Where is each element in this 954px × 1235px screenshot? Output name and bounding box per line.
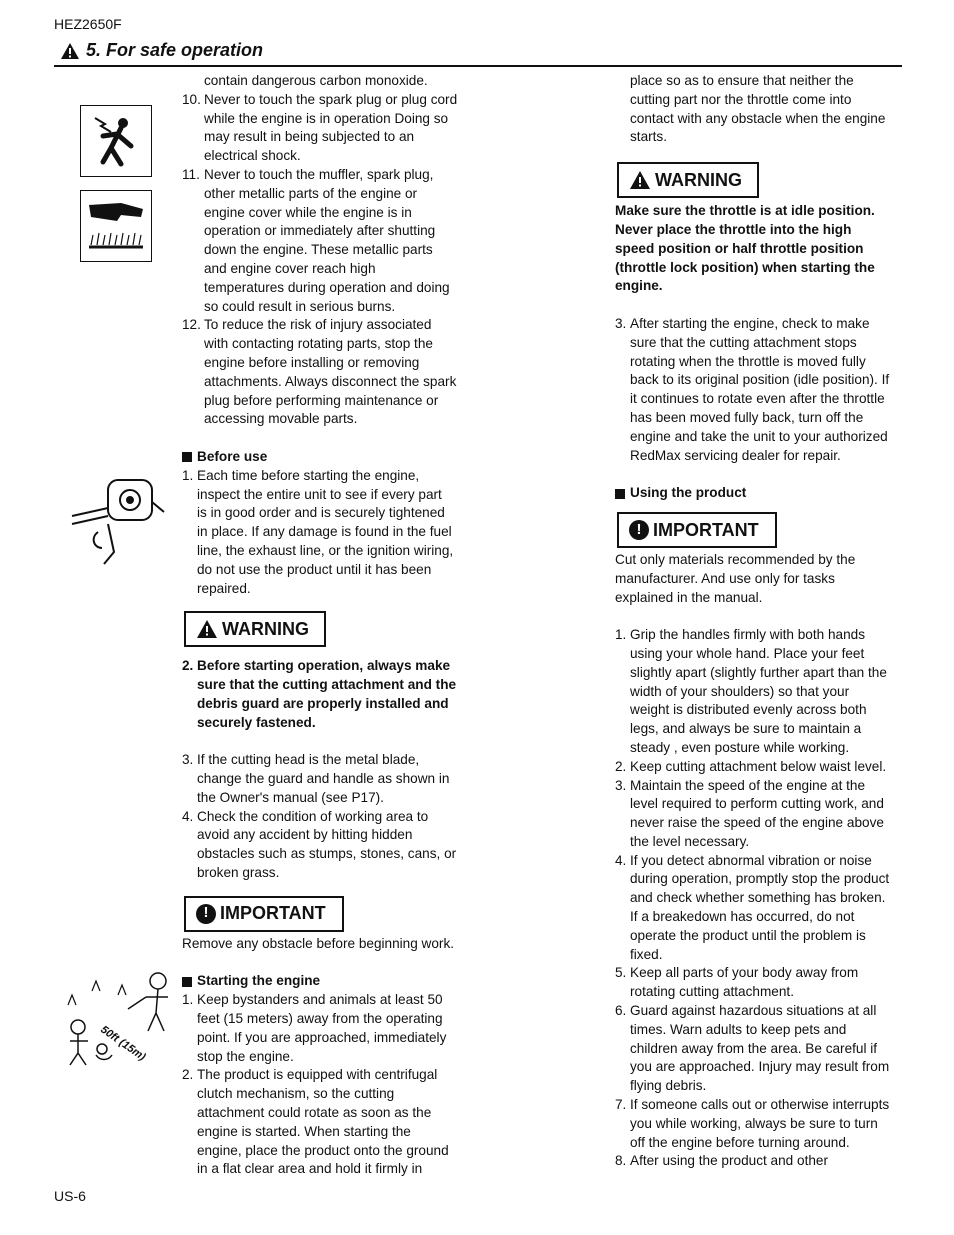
model-number: HEZ2650F [54, 16, 122, 32]
starting-item-2: 2. The product is equipped with centrifugal clutch mechanism, so the cutting attachment could rotate as soon as the engine is started. When starting the engine, place the product onto the ground in a flat clear area and hold it firmly in [182, 1067, 449, 1177]
bullet-square-icon [182, 977, 192, 987]
before-use-item-1: 1. Each time before starting the engine, inspect the entire unit to see if every part is in good order and is securely tightened in place. If any damage is found in the fuel line, the exhaust line, or the ignition wiring, do not use the product until it has been repaired. [182, 467, 454, 596]
step-3: 3. After starting the engine, check to make sure that the cutting attachment stops rotating when the throttle is moved fully back to its original position (idle position). If it continues to rotate even after the throttle has been moved fully back, turn off the engine and take the unit to your authorized RedMax servicing dealer for repair. [615, 315, 890, 463]
warning-triangle-icon [196, 619, 218, 639]
using-item-4: 4. If you detect abnormal vibration or noise during operation, promptly stop the product and check whether something has broken. If a breakedown has occurred, do not operate the product until the problem is fixed. [615, 852, 890, 962]
bystander-distance-figure [58, 965, 178, 1070]
before-use-heading: Before use [182, 448, 477, 467]
important-exclamation-icon: ! [629, 520, 649, 540]
using-item-2: 2. Keep cutting attachment below waist level. [615, 758, 887, 774]
before-use-item-3: 3. If the cutting head is the metal blade, change the guard and handle as shown in the Owner's manual (see P17). [182, 752, 450, 805]
shock-hazard-figure [80, 105, 152, 177]
right-column [615, 72, 915, 1171]
list-item-10: 10. Never to touch the spark plug or plug cord while the engine is in operation Doing so may result in being subjected to an electrical shock. [182, 91, 458, 164]
using-item-3: 3. Maintain the speed of the engine at the level required to perform cutting work, and never raise the speed of the engine above the level necessary. [615, 777, 884, 849]
important-box-right: ! IMPORTANT [617, 512, 777, 548]
continued-text: contain dangerous carbon monoxide. [204, 73, 428, 88]
page-number: US-6 [54, 1188, 86, 1204]
section-title [60, 40, 263, 61]
important-text-left: Remove any obstacle before beginning work. [182, 935, 455, 951]
hot-surface-figure [80, 190, 152, 262]
left-column [182, 72, 477, 1179]
important-text-right: Cut only materials recommended by the manufacturer. And use only for tasks explained in the manual. [615, 551, 856, 605]
safe-distance-icon [58, 965, 178, 1070]
warning-box-right: WARNING [617, 162, 759, 198]
before-use-item-2: 2. Before starting operation, always make sure that the cutting attachment and the debris guard are properly installed and securely fastened. [182, 658, 457, 730]
continued-text-right: place so as to ensure that neither the cutting part nor the throttle come into contact with any obstacle when the engine starts. [630, 73, 886, 145]
using-item-1: 1. Grip the handles firmly with both hands using your whole hand. Place your feet slightly apart (slightly further apart than the width of your shoulders) so that your weight is distributed evenly across both legs, and always be sure to maintain a steady , even posture while working. [615, 627, 887, 755]
warning-triangle-icon [629, 170, 651, 190]
bullet-square-icon [182, 452, 192, 462]
important-box-left: ! IMPORTANT [184, 896, 344, 932]
electric-shock-icon [81, 106, 151, 176]
hot-surface-hand-icon [81, 191, 151, 261]
warning-triangle-icon [60, 42, 80, 60]
using-item-6: 6. Guard against hazardous situations at all times. Warn adults to keep pets and children away from the area. Be careful if you are approached. Injury may result from flying debris. [615, 1003, 890, 1094]
section-title-text: 5. For safe operation [86, 40, 264, 60]
list-item-11: 11. Never to touch the muffler, spark plug, other metallic parts of the engine or engine cover while the engine is in operation or immediately after shutting down the engine. These metallic parts and engine cover reach high temperatures during operation and doing so could result in serious burns. [182, 166, 450, 314]
using-product-heading: Using the product [615, 484, 915, 503]
warning-text-right: Make sure the throttle is at idle position. Never place the throttle into the high speed position or half throttle position (throttle lock position) when starting the engine. [615, 203, 875, 294]
starting-engine-heading: Starting the engine [182, 972, 477, 991]
inspect-unit-figure [68, 472, 168, 567]
using-item-8: 8. After using the product and other [615, 1153, 828, 1169]
engine-inspection-icon [68, 472, 168, 567]
starting-item-1: 1. Keep bystanders and animals at least 50 feet (15 meters) away from the operating point. If you are approached, immediately stop the engine. [182, 992, 447, 1064]
using-item-7: 7. If someone calls out or otherwise interrupts you while working, always be sure to turn off the engine before turning around. [615, 1097, 890, 1150]
important-exclamation-icon: ! [196, 904, 216, 924]
before-use-item-4: 4. Check the condition of working area to avoid any accident by hitting hidden obstacles such as stumps, stones, cans, or broken grass. [182, 808, 457, 881]
title-rule [54, 65, 902, 67]
distance-label: 50ft (15m) [98, 1023, 148, 1064]
using-item-5: 5. Keep all parts of your body away from rotating cutting attachment. [615, 965, 859, 1000]
warning-box-left: WARNING [184, 611, 326, 647]
list-item-12: 12. To reduce the risk of injury associated with contacting rotating parts, stop the engine before installing or removing attachments. Always disconnect the spark plug before performing maintenance or accessing movable parts. [182, 317, 457, 427]
bullet-square-icon [615, 489, 625, 499]
